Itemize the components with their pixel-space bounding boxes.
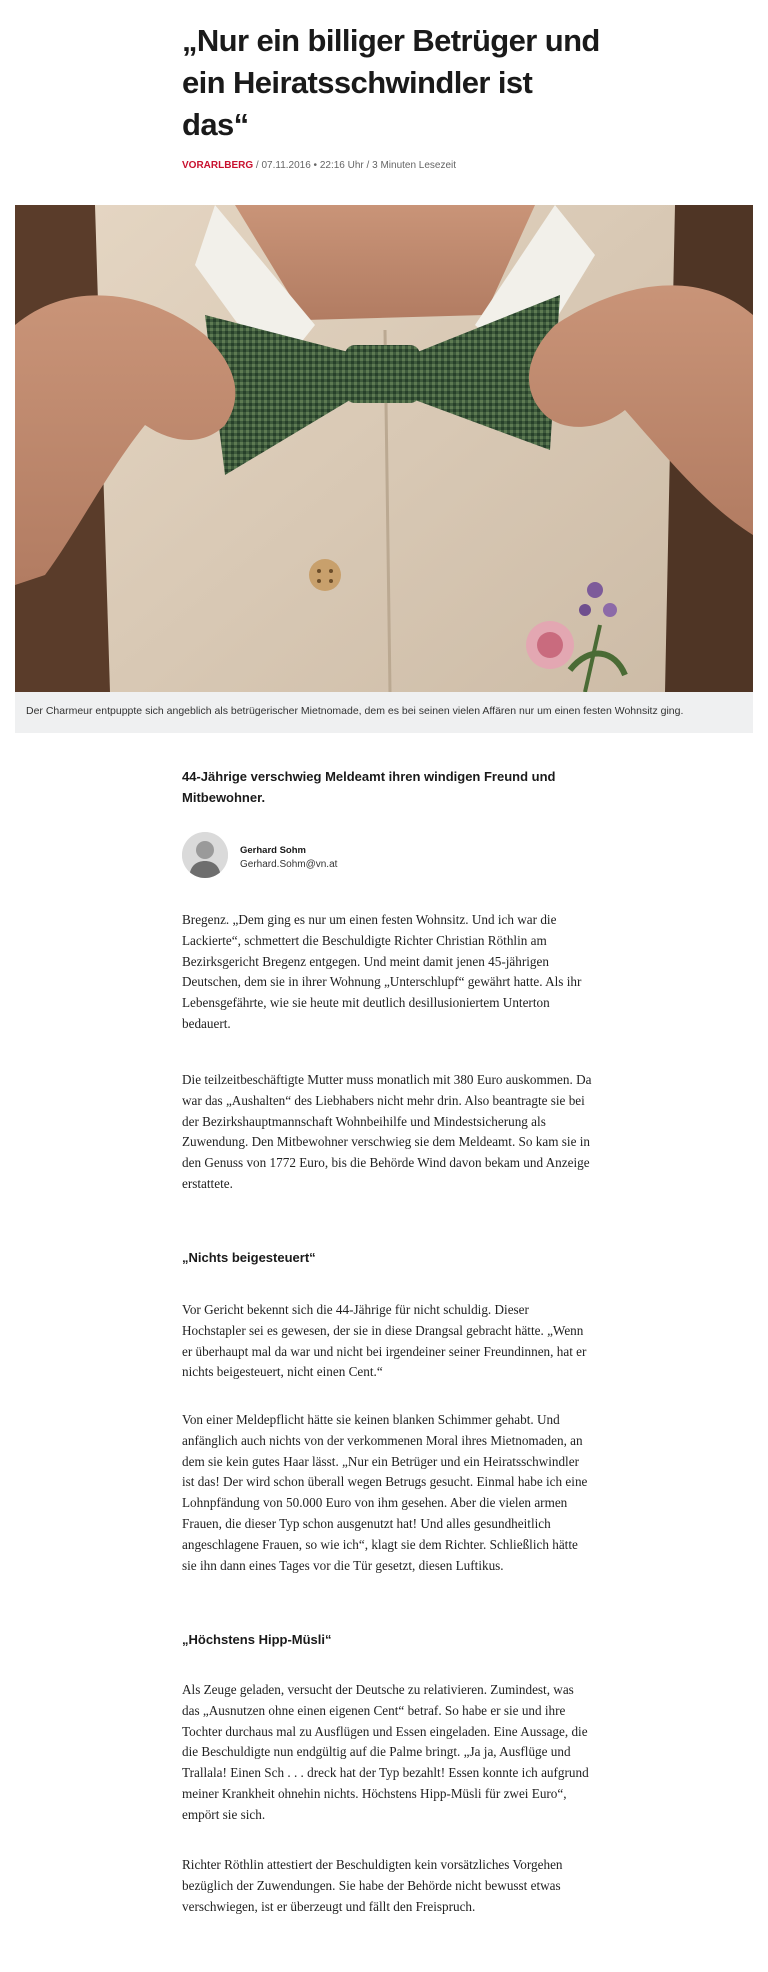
author-name: Gerhard Sohm (240, 845, 306, 856)
category-link[interactable]: VORARLBERG (182, 160, 254, 171)
hero-image (15, 205, 753, 692)
publish-time: 22:16 Uhr (319, 160, 364, 171)
meta-separator: / (363, 160, 373, 171)
article-subheading: „Nichts beigesteuert“ (182, 1250, 316, 1265)
author-avatar (182, 832, 228, 878)
read-time: 3 Minuten Lesezeit (372, 160, 457, 171)
article-paragraph: Bregenz. „Dem ging es nur um einen festen Wohnsitz. Und ich war die Lackierte“, schmettert die Beschuldigte Richter Christian Röthlin am Bezirksgericht Bregenz entgegen. Und meint damit jenen 45-jährigen Deutschen, dem sie in ihrer Wohnung „Unterschlupf“ gewährt hatte. Als ihr Lebensgefährte, wie sie heute mit deutlich desillusioniertem Unterton bedauert. (182, 912, 582, 1031)
publish-date: 07.11.2016 (261, 160, 311, 171)
meta-bullet: • (310, 160, 320, 171)
article-paragraph: Von einer Meldepflicht hätte sie keinen blanken Schimmer gehabt. Und anfänglich auch nichts von der verkommenen Moral ihres Mietnomaden, an dem sie kein gutes Haar lässt. „Nur ein Betrüger und ein Heiratsschwindler ist das! Der wird schon überall wegen Betrugs gesucht. Einmal habe ich eine Lohnpfändung von 50.000 Euro von ihm gesehen. Aber die vielen armen Frauen, die dieser Typ schon ausgenutzt hat! Und alles gesundheitlich angeschlagene Frauen, so wie ich“, klagt sie dem Richter. Schließlich hätte sie ihn dann eines Tages vor die Tür gesetzt, diesen Luftikus. (182, 1412, 588, 1573)
meta-separator: / (253, 160, 262, 171)
author-box (182, 832, 482, 882)
article-title: „Nur ein billiger Betrüger und ein Heiratsschwindler ist das“ (182, 23, 600, 142)
article-paragraph: Die teilzeitbeschäftigte Mutter muss monatlich mit 380 Euro auskommen. Da war das „Aushalten“ des Liebhabers nicht mehr drin. Also beantragte sie bei der Bezirkshauptmannschaft Wohnbeihilfe und Mindestsicherung als Zuwendung. Den Mitbewohner verschwieg sie dem Meldeamt. So kam sie in den Genuss von 1772 Euro, bis die Behörde Wind davon bekam und Anzeige erstattete. (182, 1072, 592, 1191)
image-caption: Der Charmeur entpuppte sich angeblich als betrügerischer Mietnomade, dem es bei seinen vielen Affären nur um einen festen Wohnsitz ging. (15, 692, 753, 733)
article-paragraph: Vor Gericht bekennt sich die 44-Jährige für nicht schuldig. Dieser Hochstapler sei es gewesen, der sie in diese Drangsal gebracht hätte. „Wenn er überhaupt mal da war und nicht bei irgendeiner seiner Freundinnen, hat er nichts beigesteuert, nicht einen Cent.“ (182, 1302, 587, 1380)
article-paragraph: Richter Röthlin attestiert der Beschuldigten kein vorsätzliches Vorgehen bezüglich der Zuwendungen. Sie habe der Behörde nicht bewusst etwas verschwiegen, ist er überzeugt und fällt den Freispruch. (182, 1857, 563, 1914)
article-paragraph: Als Zeuge geladen, versucht der Deutsche zu relativieren. Zumindest, was das „Ausnutzen ohne einen eigenen Cent“ betraf. So habe er sie und ihre Tochter durchaus mal zu Ausflügen und Essen eingeladen. Eine Aussage, die die Beschuldigte nun endgültig auf die Palme bringt. „Ja ja, Ausflüge und Trallala! Einen Sch . . . dreck hat der Typ bezahlt! Essen konnte ich aufgrund meiner Krankheit ohnehin nichts. Höchstens Hipp-Müsli für zwei Euro“, empört sie sich. (182, 1682, 589, 1822)
author-email-link[interactable]: Gerhard.Sohm@vn.at (240, 859, 338, 870)
article-lead: 44-Jährige verschwieg Meldeamt ihren windigen Freund und Mitbewohner. (182, 769, 556, 805)
article-meta (182, 160, 456, 171)
article-subheading: „Höchstens Hipp-Müsli“ (182, 1632, 332, 1647)
